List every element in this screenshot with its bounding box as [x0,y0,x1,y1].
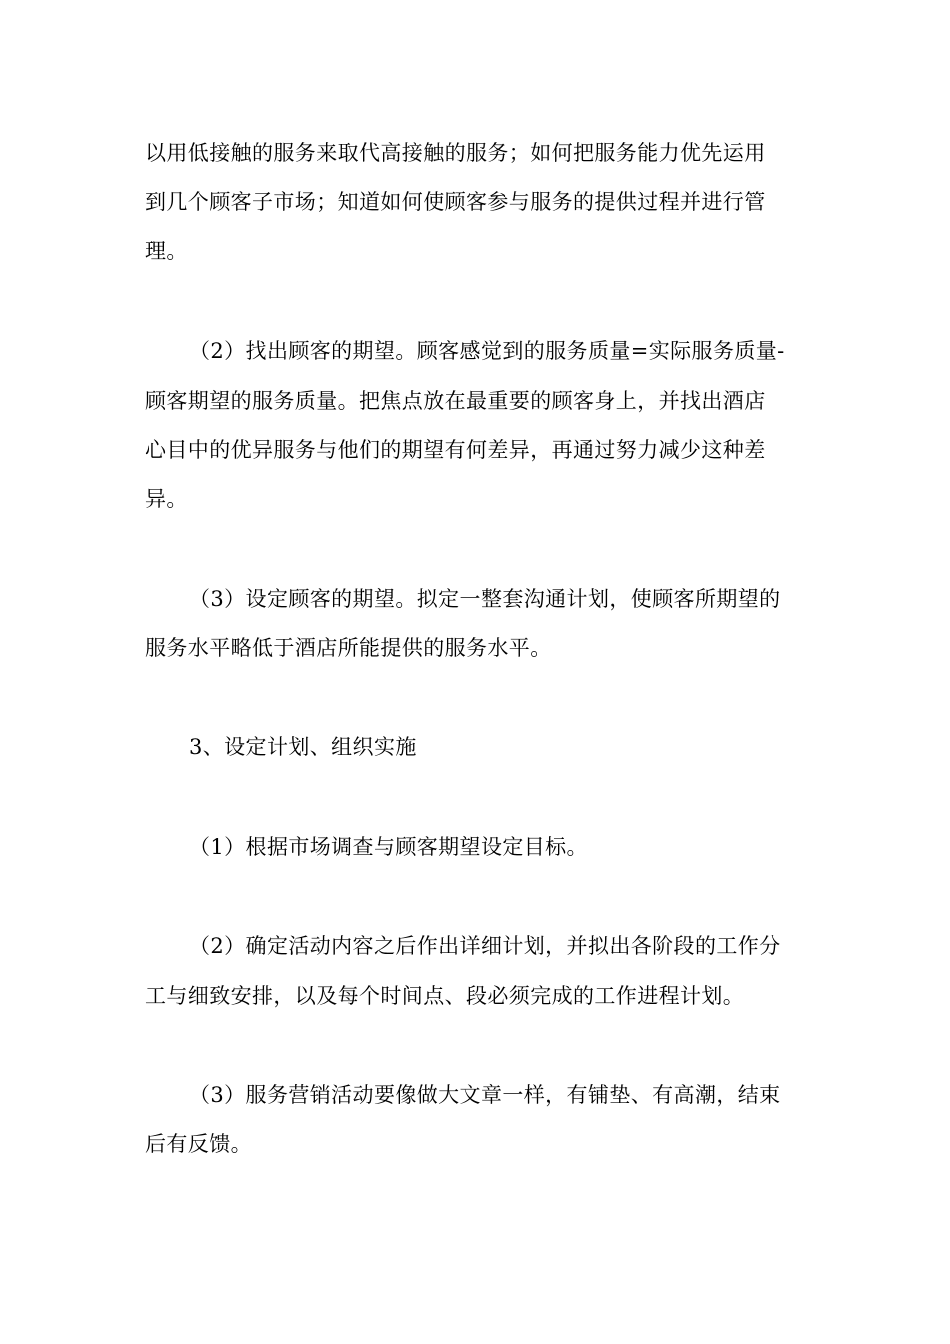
paragraph-line: 服务水平略低于酒店所能提供的服务水平。 [145,636,552,660]
paragraph-line: （2）找出顾客的期望。顾客感觉到的服务质量=实际服务质量- [189,339,785,363]
paragraph-line: 以用低接触的服务来取代高接触的服务；如何把服务能力优先运用 [145,141,766,165]
paragraph-line: （3）设定顾客的期望。拟定一整套沟通计划，使顾客所期望的 [189,587,781,611]
paragraph-line: 工与细致安排，以及每个时间点、段必须完成的工作进程计划。 [145,984,745,1008]
paragraph-line: 到几个顾客子市场；知道如何使顾客参与服务的提供过程并进行管 [145,190,766,214]
paragraph-line: （2）确定活动内容之后作出详细计划，并拟出各阶段的工作分 [189,934,781,958]
paragraph-line: （3）服务营销活动要像做大文章一样，有铺垫、有高潮，结束 [189,1083,781,1107]
paragraph-line: 顾客期望的服务质量。把焦点放在最重要的顾客身上，并找出酒店 [145,389,766,413]
paragraph-line: 异。 [145,487,188,511]
paragraph-line: （1）根据市场调查与顾客期望设定目标。 [189,835,588,859]
paragraph-line: 后有反馈。 [145,1132,252,1156]
paragraph-line: 理。 [145,239,188,263]
paragraph-line: 心目中的优异服务与他们的期望有何差异，再通过努力减少这种差 [145,438,766,462]
section-heading: 3、设定计划、组织实施 [189,735,417,759]
